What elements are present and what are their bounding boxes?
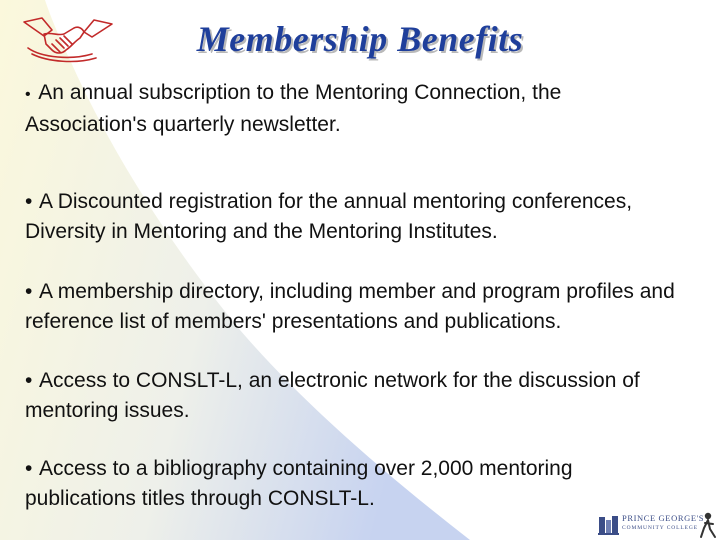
list-item — [25, 454, 685, 513]
benefits-list — [25, 78, 685, 513]
college-logo — [598, 510, 720, 540]
person-figure-icon — [698, 511, 718, 539]
list-item — [25, 78, 685, 139]
list-item-text: Access to CONSLT-L, an electronic network for the discussion of mentoring issues. — [25, 369, 640, 422]
list-item-text: A Discounted registration for the annual mentoring conferences, Diversity in Mentoring and the Mentoring Institutes. — [25, 190, 633, 243]
bullet-icon: • — [25, 457, 33, 480]
bullet-icon: • — [25, 369, 33, 392]
college-name-line2: COMMUNITY COLLEGE — [622, 525, 699, 531]
list-item-text: Access to a bibliography containing over 2,000 mentoring publications titles through CONSLT-L. — [25, 457, 573, 510]
list-item — [25, 277, 685, 336]
list-item-text: An annual subscription to the Mentoring Connection, the Association's quarterly newsletter. — [25, 81, 562, 136]
college-name-line1: PRINCE GEORGE'S — [622, 513, 705, 523]
bullet-icon: • — [25, 86, 31, 103]
list-item-text: A membership directory, including member and program profiles and reference list of members' presentations and publications. — [25, 280, 675, 333]
list-item — [25, 366, 685, 425]
bullet-icon: • — [25, 280, 33, 303]
list-item — [25, 187, 685, 246]
college-emblem-icon — [598, 514, 620, 536]
page-title: Membership Benefits — [196, 19, 524, 59]
bullet-icon: • — [25, 190, 33, 213]
